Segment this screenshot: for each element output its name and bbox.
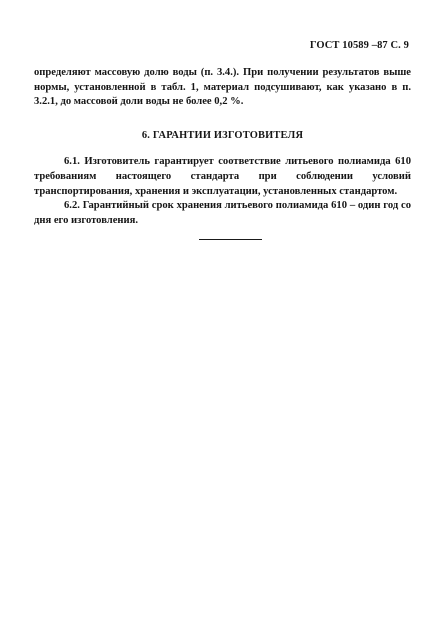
document-body: [34, 66, 411, 228]
section-title: 6. ГАРАНТИИ ИЗГОТОВИТЕЛЯ: [141, 129, 304, 141]
clause-6-1: 6.1. Изготовитель гарантирует соответствие литьевого полиамида 610 требованиям настоящего стандарта при соблюдении условий транспортирования, хранения и эксплуатации, установленных стандартом.: [34, 156, 411, 197]
intro-paragraph: определяют массовую долю воды (п. 3.4.). При получении результатов выше нормы, установленной в табл. 1, материал подсушивают, как указано в п. 3.2.1, до массовой доли воды не более 0,2 %.: [34, 67, 411, 108]
end-divider: [199, 239, 262, 240]
document-header: ГОСТ 10589 –87 С. 9: [309, 40, 409, 51]
clause-6-2: 6.2. Гарантийный срок хранения литьевого полиамида 610 – один год со дня его изготовления.: [34, 200, 411, 226]
